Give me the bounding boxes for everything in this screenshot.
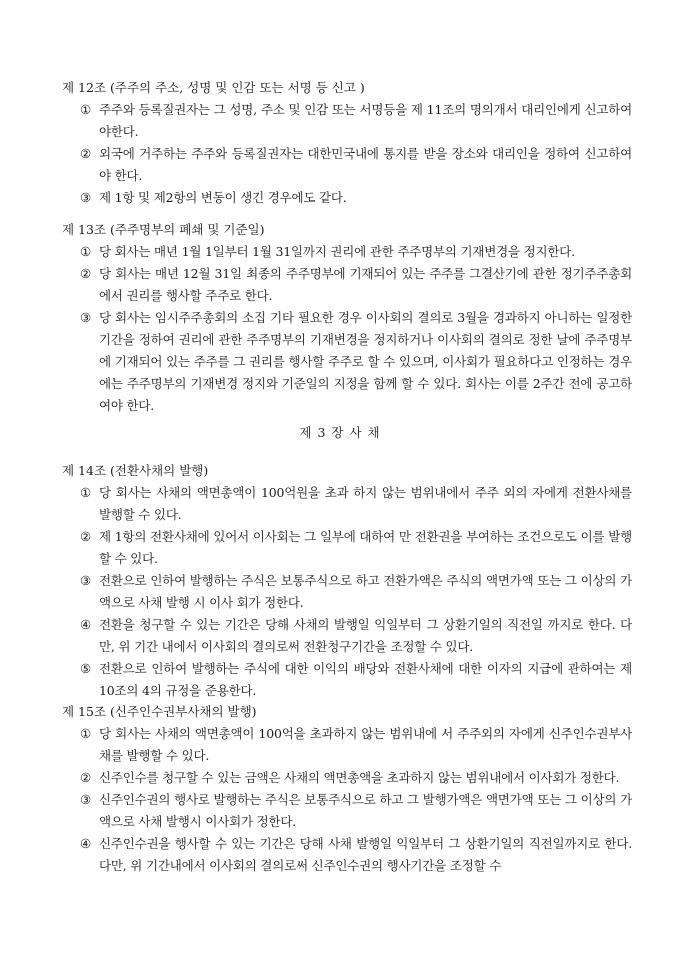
- list-item: [62, 99, 632, 143]
- article-14: [62, 460, 632, 702]
- list-item: [62, 614, 632, 658]
- item-text: 당 회사는 임시주주총회의 소집 기타 필요한 경우 이사회의 결의로 3월을 경과하지 아니하는 일정한 기간을 정하여 권리에 관한 주주명부의 기재변경을 정지하거나 이사회의 결의로 정한 날에 주주명부에 기재되어 있는 주주를 그 권리를 행사할 주주로 할 수 있으며, 이사회가 필요하다고 인정하는 경우에는 주주명부의 기재변경 정지와 기준일의 지정을 함께 할 수 있다. 회사는 이를 2주간 전에 공고하여야 한다.: [99, 310, 632, 413]
- article-15: [62, 701, 632, 877]
- item-number: ②: [80, 529, 92, 544]
- item-text: 신주인수권을 행사할 수 있는 기간은 당해 사채 발행일 익일부터 그 상환기일의 직전일까지로 한다. 다만, 위 기간내에서 이사회의 결의로써 신주인수권의 행사기간을 조정할 수: [99, 836, 632, 873]
- list-item: [62, 789, 632, 833]
- item-text: 전환으로 인하여 발행하는 주식에 대한 이익의 배당와 전환사채에 대한 이자의 지급에 관하여는 제 10조의 4의 규정을 준용한다.: [99, 661, 632, 698]
- item-number: ③: [80, 190, 92, 205]
- item-number: ③: [80, 792, 92, 807]
- chapter-title: 제 3 장 사 채: [299, 425, 381, 440]
- list-item: [62, 526, 632, 570]
- list-item: [62, 241, 632, 263]
- item-number: ②: [80, 146, 92, 161]
- list-item: [62, 570, 632, 614]
- list-item: [62, 482, 632, 526]
- item-number: ①: [80, 726, 92, 741]
- item-number: ④: [80, 617, 92, 632]
- list-item: [62, 263, 632, 307]
- item-text: 주주와 등록질권자는 그 성명, 주소 및 인감 또는 서명등을 제 11조의 명의개서 대리인에게 신고하여야한다.: [99, 102, 632, 139]
- list-item: [62, 143, 632, 187]
- item-text: 당 회사는 매년 1월 1일부터 1월 31일까지 권리에 관한 주주명부의 기재변경을 정지한다.: [99, 244, 575, 259]
- article-heading: 제 14조 (전환사채의 발행): [62, 463, 209, 478]
- item-text: 신주인수권의 행사로 발행하는 주식은 보통주식으로 하고 그 발행가액은 액면가액 또는 그 이상의 가액으로 사채 발행시 이사회가 정한다.: [99, 792, 632, 829]
- item-text: 외국에 거주하는 주주와 등록질권자는 대한민국내에 통지를 받을 장소와 대리인을 정하여 신고하여야 한다.: [99, 146, 632, 183]
- item-number: ①: [80, 485, 92, 500]
- article-heading: 제 13조 (주주명부의 폐쇄 및 기준일): [62, 222, 265, 237]
- item-number: ③: [80, 310, 92, 325]
- item-text: 전환으로 인하여 발행하는 주식은 보통주식으로 하고 전환가액은 주식의 액면가액 또는 그 이상의 가액으로 사채 발행 시 이사 회가 정한다.: [99, 573, 632, 610]
- list-item: [62, 307, 632, 417]
- list-item: [62, 723, 632, 767]
- item-text: 당 회사는 사채의 액면총액이 100억원을 초과 하지 않는 범위내에서 주주 외의 자에게 전환사채를 발행할 수 있다.: [99, 485, 632, 522]
- item-text: 제 1항의 전환사채에 있어서 이사회는 그 일부에 대하여 만 전환권을 부여하는 조건으로도 이를 발행할 수 있다.: [99, 529, 632, 566]
- item-number: ①: [80, 244, 92, 259]
- item-number: ①: [80, 102, 92, 117]
- list-item: [62, 833, 632, 877]
- item-number: ③: [80, 573, 92, 588]
- list-item: [62, 767, 632, 789]
- article-heading: 제 12조 (주주의 주소, 성명 및 인감 또는 서명 등 신고 ): [62, 80, 365, 95]
- article-heading: 제 15조 (신주인수권부사채의 발행): [62, 704, 257, 719]
- article-12: [62, 77, 632, 209]
- article-13: [62, 219, 632, 417]
- item-number: ②: [80, 266, 92, 281]
- item-text: 당 회사는 사채의 액면총액이 100억을 초과하지 않는 범위내에 서 주주외의 자에게 신주인수권부사채를 발행할 수 있다.: [99, 726, 632, 763]
- item-text: 제 1항 및 제2항의 변동이 생긴 경우에도 같다.: [99, 190, 347, 205]
- item-text: 신주인수를 청구할 수 있는 금액은 사채의 액면총액을 초과하지 않는 범위내에서 이사회가 정한다.: [99, 770, 620, 785]
- item-number: ②: [80, 770, 92, 785]
- item-number: ④: [80, 836, 92, 851]
- item-text: 당 회사는 매년 12월 31일 최종의 주주명부에 기재되어 있는 주주를 그결산기에 관한 정기주주총회에서 권리를 행사할 주주로 한다.: [99, 266, 632, 303]
- list-item: [62, 658, 632, 702]
- item-number: ⑤: [80, 661, 92, 676]
- list-item: [62, 187, 632, 209]
- item-text: 전환을 청구할 수 있는 기간은 당해 사채의 발행일 익일부터 그 상환기일의 직전일 까지로 한다. 다만, 위 기간 내에서 이사회의 결의로써 전환청구기간을 조정할 수 있다.: [99, 617, 632, 654]
